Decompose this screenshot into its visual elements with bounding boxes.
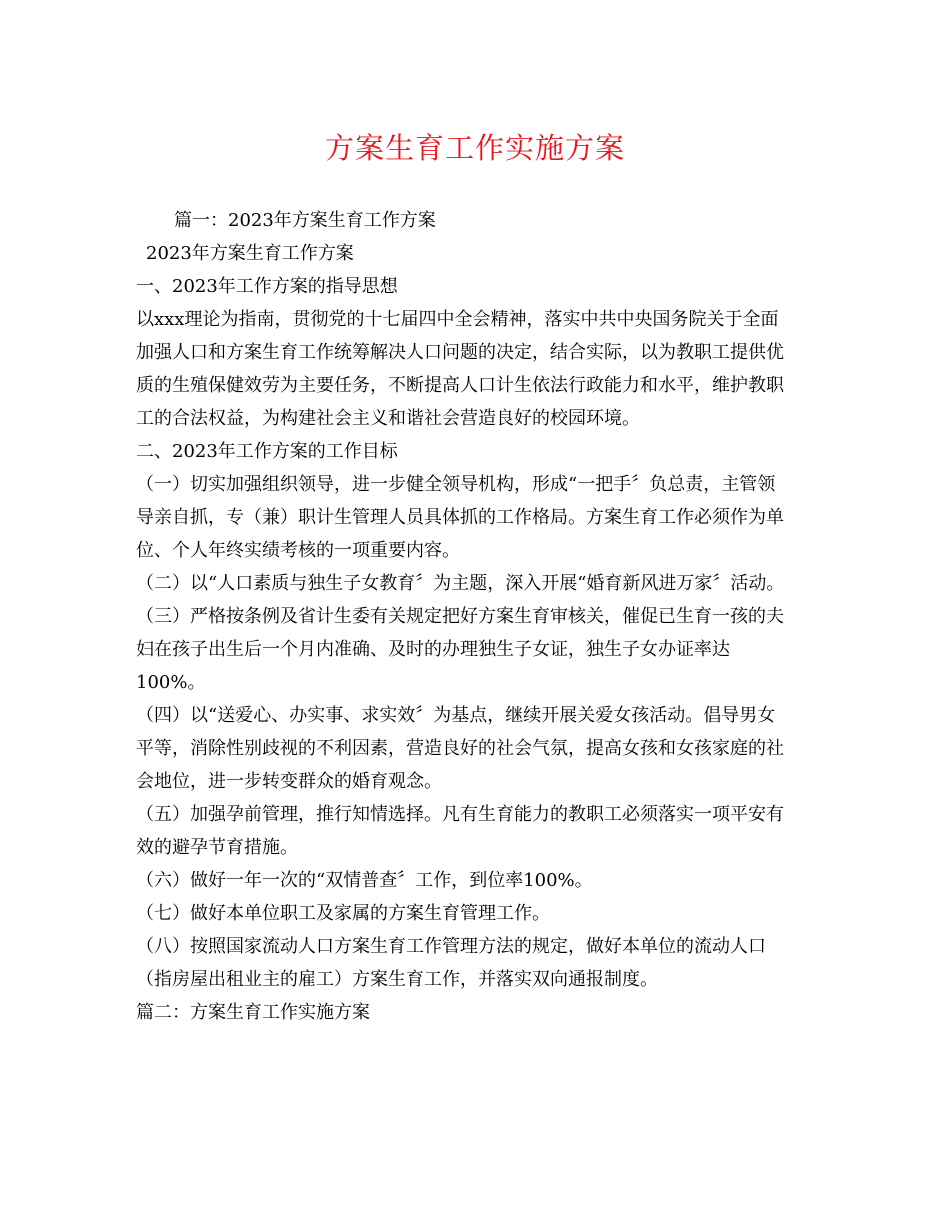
paragraph-line: 质的生殖保健效劳为主要任务，不断提高人口计生依法行政能力和水平，维护教职	[136, 375, 784, 396]
paragraph-line: 妇在孩子出生后一个月内准确、及时的办理独生子女证，独生子女办证率达	[136, 639, 730, 660]
paragraph-line: 加强人口和方案生育工作统筹解决人口问题的决定，结合实际，以为教职工提供优	[136, 342, 784, 363]
paragraph-line: （七）做好本单位职工及家属的方案生育管理工作。	[136, 903, 550, 924]
paragraph-line: （指房屋出租业主的雇工）方案生育工作，并落实双向通报制度。	[136, 969, 658, 990]
section-heading: 一、2023年工作方案的指导思想	[136, 276, 398, 297]
section-heading: 篇二：方案生育工作实施方案	[136, 1002, 370, 1023]
paragraph-line: 平等，消除性别歧视的不利因素，营造良好的社会气氛，提高女孩和女孩家庭的社	[136, 738, 784, 759]
paragraph-line: 效的避孕节育措施。	[136, 837, 298, 858]
paragraph-line: 位、个人年终实绩考核的一项重要内容。	[136, 540, 460, 561]
paragraph-line: （八）按照国家流动人口方案生育工作管理方法的规定，做好本单位的流动人口	[136, 936, 766, 957]
paragraph-line: （一）切实加强组织领导，进一步健全领导机构，形成“一把手〞负总责，主管领	[136, 474, 776, 495]
paragraph-line: （四）以“送爱心、办实事、求实效〞为基点，继续开展关爱女孩活动。倡导男女	[136, 705, 776, 726]
document-title: 方案生育工作实施方案	[324, 131, 625, 165]
paragraph-line: 工的合法权益，为构建社会主义和谐社会营造良好的校园环境。	[136, 408, 640, 429]
subheading: 2023年方案生育工作方案	[146, 243, 354, 264]
section-heading: 篇一：2023年方案生育工作方案	[174, 210, 436, 231]
paragraph-line: （五）加强孕前管理，推行知情选择。凡有生育能力的教职工必须落实一项平安有	[136, 804, 784, 825]
paragraph-line: 100%。	[136, 672, 206, 693]
paragraph-line: （六）做好一年一次的“双情普查〞工作，到位率100%。	[136, 870, 593, 891]
section-heading: 二、2023年工作方案的工作目标	[136, 441, 398, 462]
paragraph-line: 导亲自抓，专（兼）职计生管理人员具体抓的工作格局。方案生育工作必须作为单	[136, 507, 784, 528]
paragraph-line: （二）以“人口素质与独生子女教育〞为主题，深入开展“婚育新风进万家〞活动。	[136, 573, 785, 594]
paragraph-line: 会地位，进一步转变群众的婚育观念。	[136, 771, 442, 792]
paragraph-line: 以xxx理论为指南，贯彻党的十七届四中全会精神，落实中共中央国务院关于全面	[136, 309, 779, 330]
paragraph-line: （三）严格按条例及省计生委有关规定把好方案生育审核关，催促已生育一孩的夫	[136, 606, 784, 627]
document-body	[136, 204, 816, 1029]
